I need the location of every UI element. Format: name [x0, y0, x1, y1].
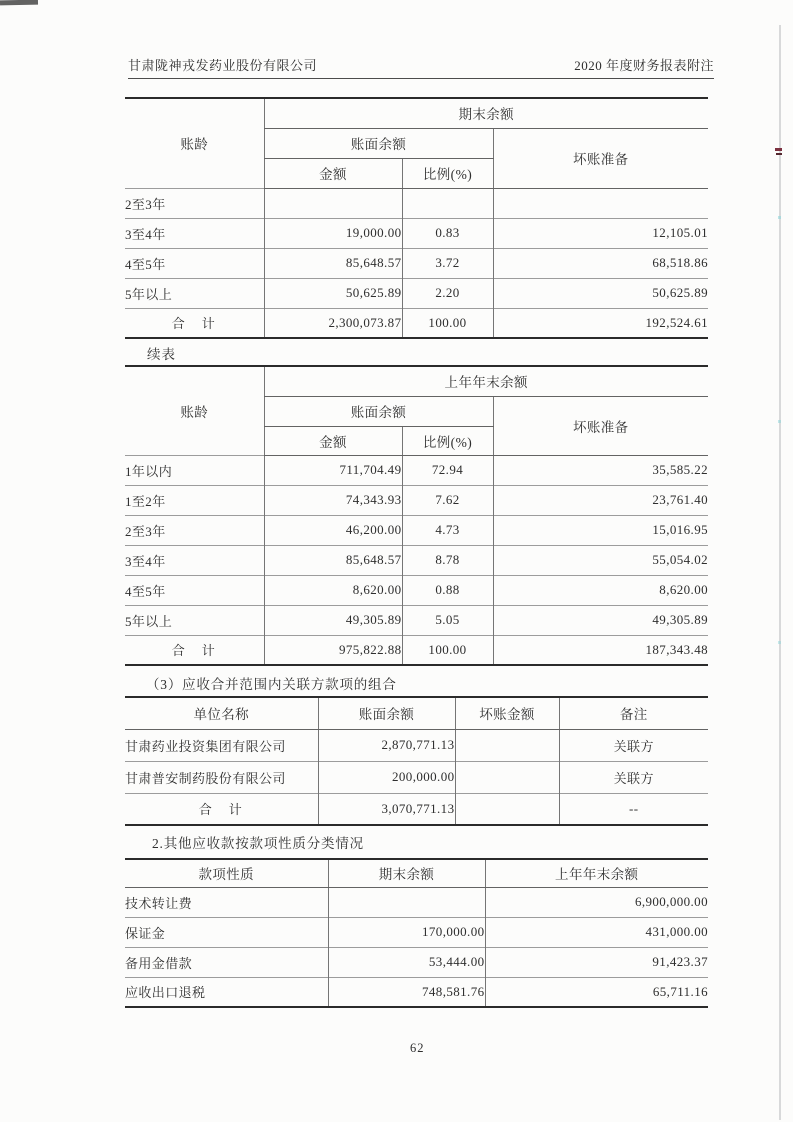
table-cell: 74,343.93: [264, 485, 402, 515]
table-cell: 7.62: [402, 485, 493, 515]
continuation-label: 续表: [147, 347, 176, 362]
table-cell: 甘肃普安制药股份有限公司: [125, 761, 318, 793]
table-cell: 2至3年: [125, 515, 264, 545]
scan-speck: [778, 420, 781, 423]
table-cell: 8.78: [402, 545, 493, 575]
table-cell: 保证金: [125, 917, 328, 947]
scan-speck: [778, 641, 781, 644]
table-cell: 431,000.00: [485, 917, 708, 947]
table-cell: 15,016.95: [493, 515, 708, 545]
table-cell: 4至5年: [125, 248, 264, 278]
column-header-ending-balance: 期末余额: [328, 859, 485, 887]
table-row: [125, 545, 708, 575]
column-header-book-balance: 账面余额: [318, 697, 455, 729]
table-cell: 72.94: [402, 455, 493, 485]
table-row: [125, 218, 708, 248]
table-cell: 合 计: [125, 308, 264, 338]
table-cell: 50,625.89: [493, 278, 708, 308]
scan-speck: [778, 216, 781, 219]
table-row: [125, 977, 708, 1007]
table-cell: 2至3年: [125, 188, 264, 218]
column-group-prior-balance: 上年年末余额: [264, 366, 708, 396]
table-cell: 12,105.01: [493, 218, 708, 248]
table-cell: 975,822.88: [264, 635, 402, 665]
scan-edge-line: [779, 25, 781, 1120]
table-cell: 8,620.00: [264, 575, 402, 605]
table-cell: 100.00: [402, 308, 493, 338]
table-cell: 0.88: [402, 575, 493, 605]
table-cell: 5.05: [402, 605, 493, 635]
column-group-book-balance: 账面余额: [264, 396, 493, 426]
column-header-bad-debt: 坏账准备: [493, 396, 708, 455]
total-row: [125, 635, 708, 665]
table-cell: 2,300,073.87: [264, 308, 402, 338]
column-header-bad-debt: 坏账准备: [493, 128, 708, 188]
table-cell: 3至4年: [125, 545, 264, 575]
table-row: [125, 761, 708, 793]
column-header-ratio: 比例(%): [402, 158, 493, 188]
table-cell: 85,648.57: [264, 545, 402, 575]
table-cell: 19,000.00: [264, 218, 402, 248]
column-header-nature: 款项性质: [125, 859, 328, 887]
table-cell: 5年以上: [125, 605, 264, 635]
table-cell: 35,585.22: [493, 455, 708, 485]
table-cell: 91,423.37: [485, 947, 708, 977]
table-row: [125, 947, 708, 977]
table-cell: 关联方: [559, 729, 708, 761]
related-party-table-body: [125, 729, 708, 825]
table-row: [125, 887, 708, 917]
nature-table: [125, 858, 708, 1008]
related-party-section-title: （3）应收合并范围内关联方款项的组合: [146, 677, 397, 692]
column-header-amount: 金额: [264, 426, 402, 455]
table-cell: [455, 729, 559, 761]
nature-section-title: 2.其他应收款按款项性质分类情况: [152, 836, 364, 851]
table-row: [125, 248, 708, 278]
table-row: [125, 729, 708, 761]
table-cell: 187,343.48: [493, 635, 708, 665]
aging-table-prior-body: [125, 455, 708, 665]
table-row: [125, 575, 708, 605]
table-cell: [493, 188, 708, 218]
table-cell: 关联方: [559, 761, 708, 793]
table-cell: 55,054.02: [493, 545, 708, 575]
column-header-aging: 账龄: [180, 137, 209, 153]
table-cell: 4至5年: [125, 575, 264, 605]
table-row: [125, 515, 708, 545]
table-cell: [264, 188, 402, 218]
table-cell: 6,900,000.00: [485, 887, 708, 917]
column-group-book-balance: 账面余额: [264, 128, 493, 158]
table-cell: 50,625.89: [264, 278, 402, 308]
column-header-ratio: 比例(%): [402, 426, 493, 455]
table-cell: 49,305.89: [493, 605, 708, 635]
table-row: [125, 455, 708, 485]
table-cell: 748,581.76: [328, 977, 485, 1007]
table-cell: --: [559, 793, 708, 825]
table-cell: 2,870,771.13: [318, 729, 455, 761]
table-cell: 711,704.49: [264, 455, 402, 485]
column-header-prior-balance: 上年年末余额: [485, 859, 708, 887]
column-header-aging: 账龄: [180, 404, 209, 420]
table-cell: 1年以内: [125, 455, 264, 485]
table-cell: [455, 793, 559, 825]
table-cell: 2.20: [402, 278, 493, 308]
table-cell: 200,000.00: [318, 761, 455, 793]
table-row: [125, 278, 708, 308]
table-cell: 49,305.89: [264, 605, 402, 635]
company-name: 甘肃陇神戎发药业股份有限公司: [128, 58, 318, 73]
table-cell: 65,711.16: [485, 977, 708, 1007]
table-cell: 23,761.40: [493, 485, 708, 515]
column-header-remark: 备注: [559, 697, 708, 729]
total-row: [125, 793, 708, 825]
document-header: [128, 55, 714, 79]
table-cell: [455, 761, 559, 793]
table-cell: [328, 887, 485, 917]
table-cell: 4.73: [402, 515, 493, 545]
table-cell: 85,648.57: [264, 248, 402, 278]
total-row: [125, 308, 708, 338]
table-cell: 技术转让费: [125, 887, 328, 917]
scan-corner-smudge: [0, 0, 38, 5]
aging-table-prior: [125, 365, 708, 666]
table-cell: 8,620.00: [493, 575, 708, 605]
page-number: 62: [410, 1041, 425, 1055]
table-cell: 100.00: [402, 635, 493, 665]
table-cell: 合 计: [125, 635, 264, 665]
nature-table-body: [125, 887, 708, 1007]
table-cell: 170,000.00: [328, 917, 485, 947]
aging-table-ending-body: [125, 188, 708, 338]
table-cell: 3至4年: [125, 218, 264, 248]
table-cell: 68,518.86: [493, 248, 708, 278]
table-row: [125, 605, 708, 635]
report-title: 2020 年度财务报表附注: [574, 58, 714, 73]
table-cell: 46,200.00: [264, 515, 402, 545]
scan-red-mark: [775, 148, 782, 151]
table-row: [125, 917, 708, 947]
aging-table-ending: [125, 97, 708, 339]
table-cell: 0.83: [402, 218, 493, 248]
table-cell: 192,524.61: [493, 308, 708, 338]
column-header-unit-name: 单位名称: [125, 697, 318, 729]
table-cell: 甘肃药业投资集团有限公司: [125, 729, 318, 761]
table-row: [125, 485, 708, 515]
table-row: [125, 188, 708, 218]
table-cell: 1至2年: [125, 485, 264, 515]
column-header-bad-debt-amount: 坏账金额: [455, 697, 559, 729]
table-cell: 3.72: [402, 248, 493, 278]
table-cell: 应收出口退税: [125, 977, 328, 1007]
column-header-amount: 金额: [264, 158, 402, 188]
table-cell: 5年以上: [125, 278, 264, 308]
column-group-ending-balance: 期末余额: [264, 98, 708, 128]
page-content: [125, 97, 708, 1008]
table-cell: 3,070,771.13: [318, 793, 455, 825]
table-cell: 备用金借款: [125, 947, 328, 977]
table-cell: [402, 188, 493, 218]
scan-red-mark: [776, 153, 782, 155]
table-cell: 53,444.00: [328, 947, 485, 977]
table-cell: 合 计: [125, 793, 318, 825]
related-party-table: [125, 696, 708, 826]
